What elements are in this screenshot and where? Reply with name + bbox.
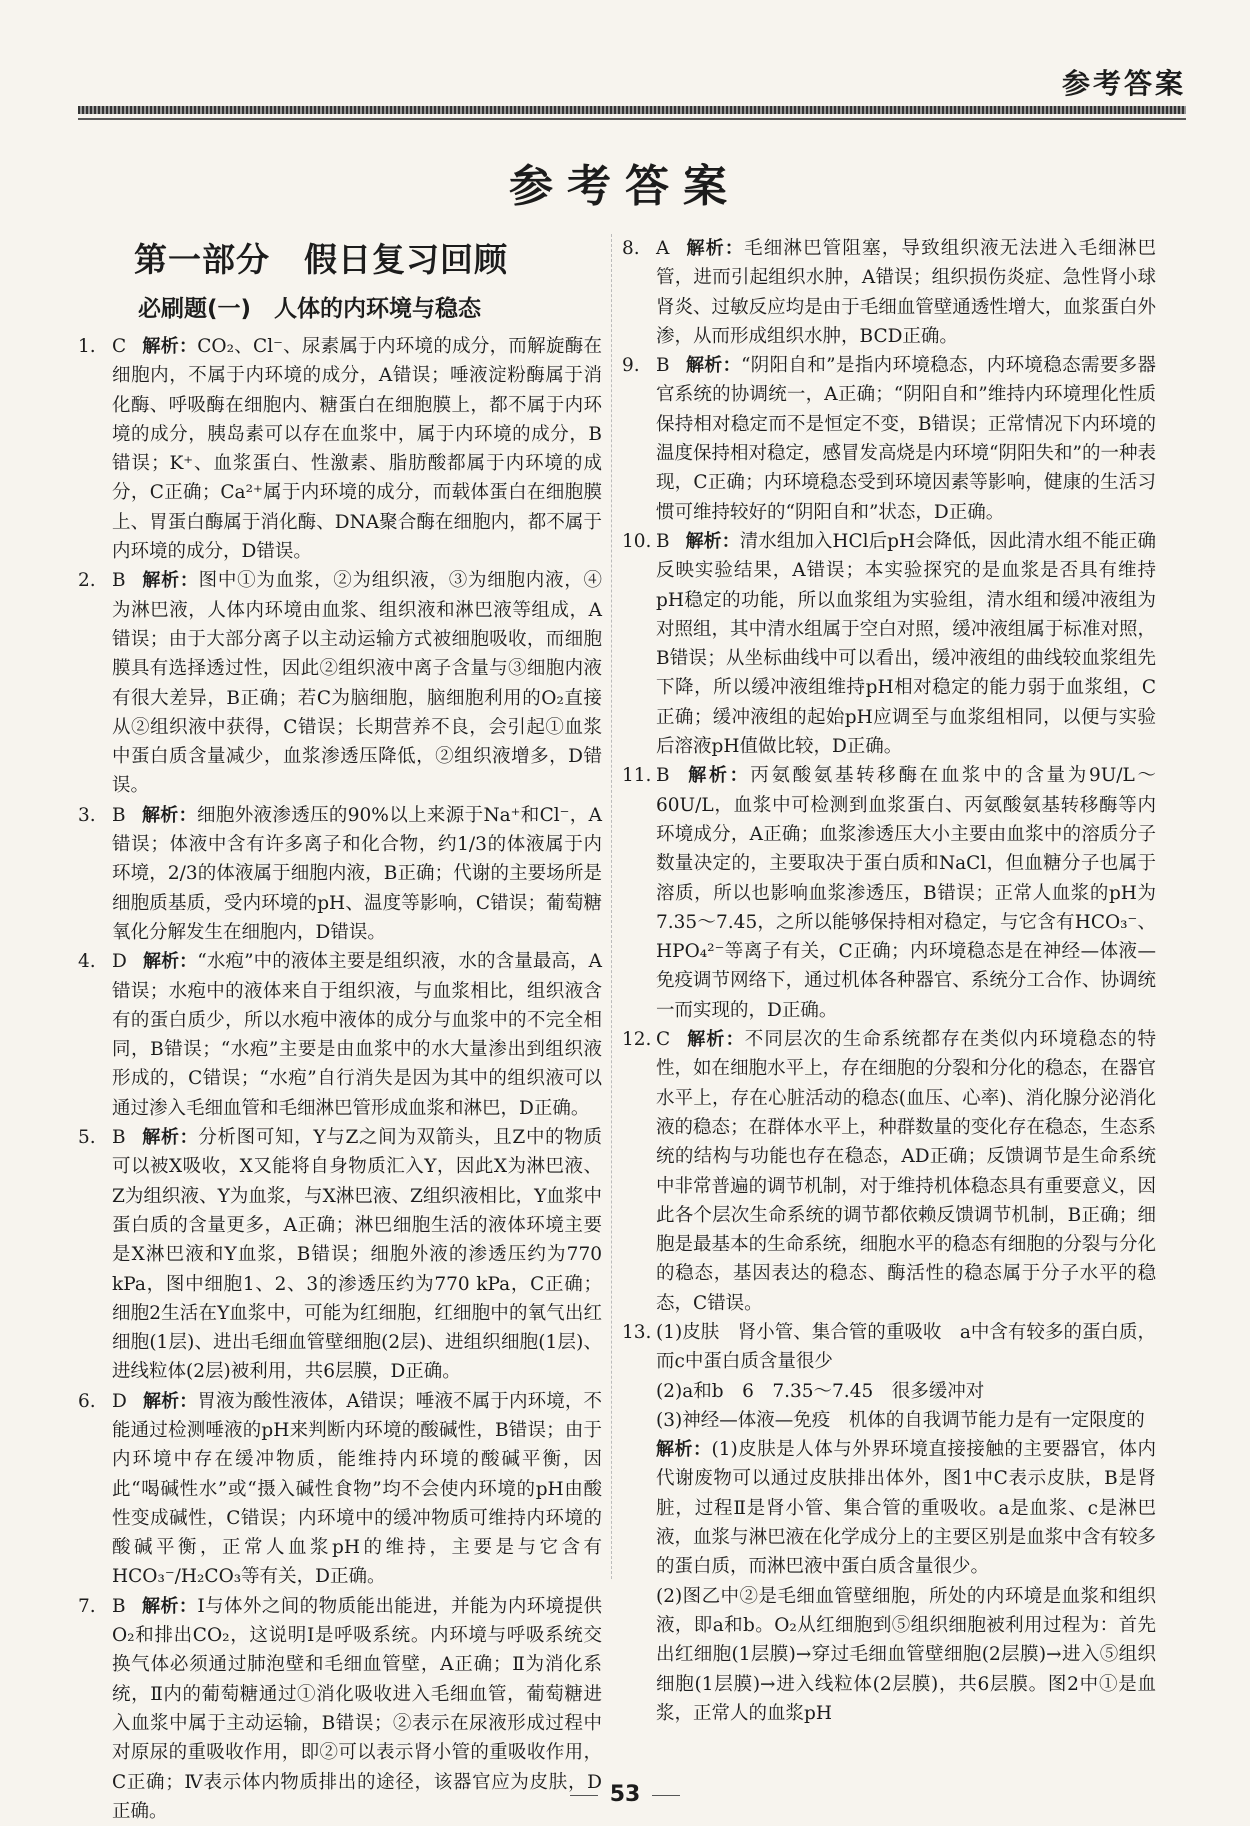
answer-13-part3: (3)神经—体液—免疫 机体的自我调节能力是有一定限度的 [656, 1409, 1145, 1431]
right-column [622, 234, 1156, 1728]
answer-item [78, 1123, 602, 1387]
answer-choice: B [656, 530, 670, 552]
answer-choice: C [112, 336, 127, 357]
answer-item [78, 947, 602, 1123]
section-subtitle: 必刷题(一) 人体的内环境与稳态 [138, 296, 482, 322]
answer-number: 1. [78, 336, 96, 357]
answer-text: “水疱”中的液体主要是组织液，水的含量最高，A错误；水疱中的液体来自于组织液，与血浆相比，组织液含有的蛋白质少，所以水疱中液体的成分与血浆中的不完全相同，B错误；“水疱”主要是由血浆中的水大量渗出到组织液形成的，C错误；“水疱”自行消失是因为其中的组织液可以通过渗入毛细血管和毛细淋巴管形成血浆和淋巴，D正确。 [112, 951, 603, 1119]
answer-choice: B [656, 765, 670, 787]
answer-item [78, 801, 602, 947]
analysis-label: 解析： [685, 238, 745, 259]
answer-item [78, 1387, 602, 1592]
answer-text: 图中①为血浆，②为组织液，③为细胞内液，④为淋巴液，人体内环境由血浆、组织液和淋巴液等组成，A错误；由于大部分离子以主动运输方式被细胞吸收，而细胞膜具有选择透过性，因此②组织液中离子含量与③细胞内液有很大差异，B正确；若C为脑细胞，脑细胞利用的O₂直接从②组织液中获得，C错误；长期营养不良，会引起①血浆中蛋白质含量减少，血浆渗透压降低，②组织液增多，D错误。 [112, 570, 602, 797]
answer-number: 3. [78, 804, 96, 826]
answer-13-analysis1: (1)皮肤是人体与外界环境直接接触的主要器官，体内代谢废物可以通过皮肤排出体外，图1中C表示皮肤，B是肾脏，过程Ⅱ是肾小管、集合管的重吸收。a是血浆、c是淋巴液，血浆与淋巴液在化学成分上的主要区别是血浆中含有较多的蛋白质，而淋巴液中蛋白质含量很少。 [656, 1439, 1157, 1578]
answer-13-part1: (1)皮肤 肾小管、集合管的重吸收 a中含有较多的蛋白质，而c中蛋白质含量很少 [656, 1321, 1156, 1373]
answer-number: 5. [78, 1127, 96, 1149]
answer-text: CO₂、Cl⁻、尿素属于内环境的成分，而解旋酶在细胞内，不属于内环境的成分，A错误；唾液淀粉酶属于消化酶、呼吸酶在细胞内、糖蛋白在细胞膜上，都不属于内环境的成分，胰岛素可以存在血浆中，属于内环境的成分，B错误；K⁺、血浆蛋白、性激素、脂肪酸都属于内环境的成分，C正确；Ca²⁺属于内环境的成分，而载体蛋白在细胞膜上、胃蛋白酶属于消化酶、DNA聚合酶在细胞内，都不属于内环境的成分，D错误。 [112, 336, 603, 563]
answer-number: 6. [78, 1390, 96, 1412]
answer-item-13 [622, 1318, 1156, 1728]
analysis-label: 解析： [685, 765, 751, 787]
answer-number: 13. [622, 1321, 652, 1343]
answer-number: 2. [78, 570, 96, 592]
header-rule-thin [78, 118, 1186, 120]
answer-13-analysis2: (2)图乙中②是毛细血管壁细胞，所处的内环境是血浆和组织液，即a和b。O₂从红细胞到⑤组织细胞被利用过程为：首先出红细胞(1层膜)→穿过毛细血管壁细胞(2层膜)→进入⑤组织细胞(1层膜)→进入线粒体(2层膜)，共6层膜。图2中①是血浆，正常人的血浆pH [656, 1585, 1156, 1724]
analysis-label: 解析： [685, 530, 740, 552]
page-number: 53 [0, 1782, 1250, 1807]
answer-number: 7. [78, 1595, 96, 1617]
answer-item [622, 351, 1156, 527]
left-column [78, 234, 602, 1826]
answer-choice: C [656, 1029, 671, 1051]
answer-choice: A [656, 238, 670, 259]
answer-item [78, 566, 602, 800]
answer-item [622, 234, 1156, 351]
answer-choice: B [656, 355, 670, 377]
answer-text: “阴阳自和”是指内环境稳态，内环境稳态需要多器官系统的协调统一，A正确；“阴阳自和”维持内环境理化性质保持相对稳定而不是恒定不变，B错误；正常情况下内环境的温度保持相对稳定，感冒发高烧是内环境“阴阳失和”的一种表现，C正确；内环境稳态受到环境因素等影响，健康的生活习惯可维持较好的“阴阳自和”状态，D正确。 [656, 355, 1157, 523]
answer-choice: B [112, 570, 126, 592]
analysis-label: 解析： [141, 804, 197, 826]
analysis-label: 解析： [656, 1439, 712, 1461]
answer-13-part2: (2)a和b 6 7.35～7.45 很多缓冲对 [656, 1380, 985, 1402]
left-answer-list [78, 332, 602, 1826]
analysis-label: 解析： [141, 570, 199, 592]
analysis-label: 解析： [141, 1127, 199, 1149]
answer-number: 10. [622, 530, 652, 552]
answer-choice: D [112, 951, 127, 973]
answer-text: 丙氨酸氨基转移酶在血浆中的含量为9U/L～60U/L，血浆中可检测到血浆蛋白、丙氨酸氨基转移酶等内环境成分，A正确；血浆渗透压大小主要由血浆中的溶质分子数量决定的，主要取决于蛋白质和NaCl，但血糖分子也属于溶质，所以也影响血浆渗透压，B错误；正常人血浆的pH为7.35～7.45，之所以能够保持相对稳定，与它含有HCO₃⁻、HPO₄²⁻等离子有关，C正确；内环境稳态是在神经—体液—免疫调节网络下，通过机体各种器官、系统分工合作、协调统一而实现的，D正确。 [656, 765, 1156, 1021]
answer-item [622, 527, 1156, 761]
analysis-label: 解析： [685, 355, 741, 377]
page-title: 参考答案 [509, 161, 741, 212]
header-title: 参考答案 [1061, 67, 1186, 100]
answer-choice: B [112, 1595, 126, 1617]
column-divider [611, 234, 612, 1579]
answer-text: 清水组加入HCl后pH会降低，因此清水组不能正确反映实验结果，A错误；本实验探究的是血浆是否具有维持pH稳定的功能，所以血浆组为实验组，清水组和缓冲液组为对照组，其中清水组属于空白对照，缓冲液组属于标准对照，B错误；从坐标曲线中可以看出，缓冲液组的曲线较血浆组先下降，所以缓冲液组维持pH相对稳定的能力弱于血浆组，C正确；缓冲液组的起始pH应调至与血浆组相同，以便与实验后溶液pH值做比较，D正确。 [656, 530, 1157, 758]
header-rule [78, 106, 1186, 114]
answer-number: 9. [622, 355, 640, 377]
answer-item [78, 332, 602, 566]
answer-text: 毛细淋巴管阻塞，导致组织液无法进入毛细淋巴管，进而引起组织水肿，A错误；组织损伤炎症、急性肾小球肾炎、过敏反应均是由于毛细血管壁通透性增大，血浆蛋白外渗，从而形成组织水肿，BCD正确。 [656, 238, 1156, 347]
answer-item [622, 761, 1156, 1025]
answer-number: 8. [622, 238, 640, 259]
answer-text: 不同层次的生命系统都存在类似内环境稳态的特性，如在细胞水平上，存在细胞的分裂和分化的稳态，在器官水平上，存在心脏活动的稳态(血压、心率)、消化腺分泌消化液的稳态；在群体水平上，种群数量的变化存在稳态，生态系统的结构与功能也存在稳态，AD正确；反馈调节是生命系统中非常普遍的调节机制，对于维持机体稳态具有重要意义，因此各个层次生命系统的调节都依赖反馈调节机制，B正确；细胞是最基本的生命系统，细胞水平的稳态有细胞的分裂与分化的稳态，基因表达的稳态、酶活性的稳态属于分子水平的稳态，C错误。 [656, 1029, 1156, 1314]
answer-choice: B [112, 1127, 126, 1149]
answer-choice: B [112, 804, 126, 826]
part-title: 第一部分 假日复习回顾 [134, 240, 508, 279]
answer-number: 11. [622, 765, 652, 787]
answer-item [622, 1025, 1156, 1318]
analysis-label: 解析： [142, 1390, 198, 1412]
right-answer-list [622, 234, 1156, 1318]
answer-number: 12. [622, 1029, 652, 1051]
answer-choice: D [112, 1390, 127, 1412]
analysis-label: 解析： [142, 336, 198, 357]
analysis-label: 解析： [142, 951, 198, 973]
answer-text: 细胞外液渗透压的90%以上来源于Na⁺和Cl⁻，A错误；体液中含有许多离子和化合物，约1/3的体液属于内环境，2/3的体液属于细胞内液，B正确；代谢的主要场所是细胞质基质，受内环境的pH、温度等影响，C错误；葡萄糖氧化分解发生在细胞内，D错误。 [112, 804, 602, 943]
answer-number: 4. [78, 951, 96, 973]
answer-text: 胃液为酸性液体，A错误；唾液不属于内环境，不能通过检测唾液的pH来判断内环境的酸碱性，B错误；由于内环境中存在缓冲物质，能维持内环境的酸碱平衡，因此“喝碱性水”或“摄入碱性食物”均不会使内环境的pH由酸性变成碱性，C错误；内环境中的缓冲物质可维持内环境的酸碱平衡，正常人血浆pH的维持，主要是与它含有HCO₃⁻/H₂CO₃等有关，D正确。 [112, 1390, 602, 1588]
analysis-label: 解析： [686, 1029, 745, 1051]
analysis-label: 解析： [141, 1595, 198, 1617]
answer-text: Ⅰ与体外之间的物质能出能进，并能为内环境提供O₂和排出CO₂，这说明Ⅰ是呼吸系统。内环境与呼吸系统交换气体必须通过肺泡壁和毛细血管壁，A正确；Ⅱ为消化系统，Ⅱ内的葡萄糖通过①消化吸收进入毛细血管，葡萄糖进入血浆中属于主动运输，B错误；②表示在尿液形成过程中对原尿的重吸收作用，即②可以表示肾小管的重吸收作用，C正确；Ⅳ表示体内物质排出的途径，该器官应为皮肤，D正确。 [112, 1595, 603, 1822]
answer-text: 分析图可知，Y与Z之间为双箭头，且Z中的物质可以被X吸收，X又能将自身物质汇入Y，因此X为淋巴液、Z为组织液、Y为血浆，与X淋巴液、Z组织液相比，Y血浆中蛋白质的含量更多，A正确；淋巴细胞生活的液体环境主要是X淋巴液和Y血浆，B错误；细胞外液的渗透压约为770 kPa，图中细胞1、2、3的渗透压约为770 kPa，C正确；细胞2生活在Y血浆中，可能为红细胞，红细胞中的氧气出红细胞(1层)、进出毛细血管壁细胞(2层)、进组织细胞(1层)、进线粒体(2层)被利用，共6层膜，D正确。 [112, 1127, 602, 1383]
